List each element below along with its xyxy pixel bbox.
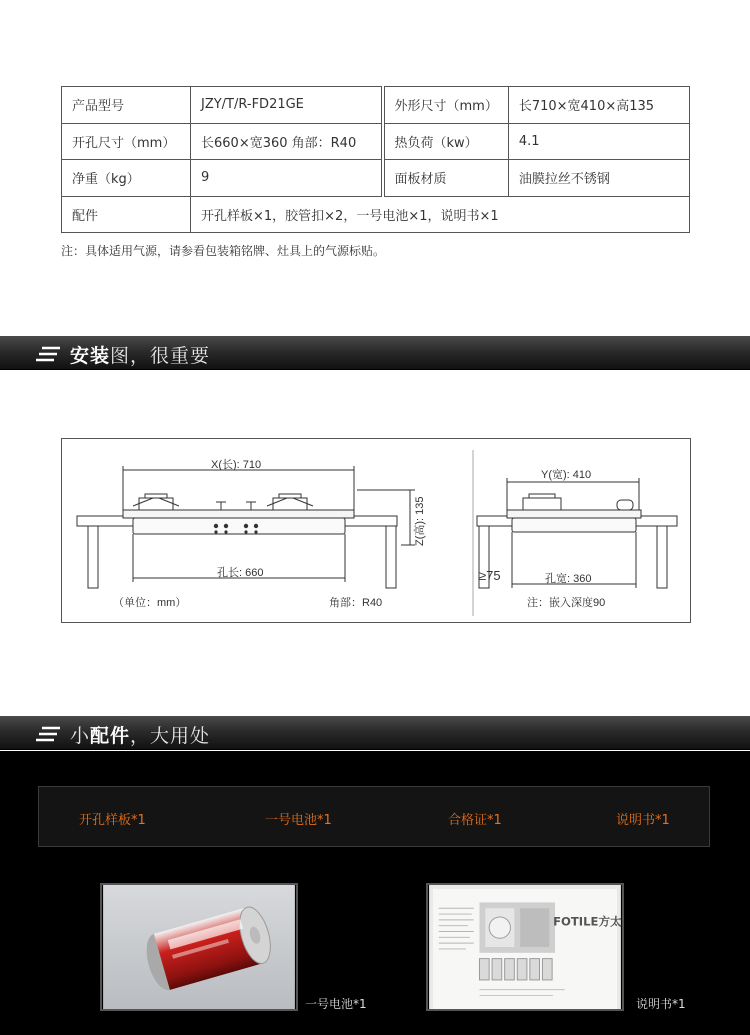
manual-image <box>428 885 622 1009</box>
accessory-item: 开孔样板*1 <box>79 813 146 828</box>
hole-width-label: 孔宽: 360 <box>545 573 592 585</box>
battery-caption: 一号电池*1 <box>305 997 367 1011</box>
x-length-label: X(长): 710 <box>211 459 262 471</box>
table-row <box>62 123 690 160</box>
spec-value: 油膜拉丝不锈钢 <box>508 160 689 197</box>
spec-value: 4.1 <box>508 123 689 160</box>
spec-value: JZY/T/R-FD21GE <box>191 87 383 124</box>
accessories-header <box>0 716 750 750</box>
spec-label: 开孔尺寸（mm） <box>62 123 191 160</box>
manual-photo <box>426 883 624 1011</box>
unit-label: （单位：mm） <box>113 597 187 609</box>
table-row <box>62 196 690 233</box>
install-diagram <box>61 438 691 623</box>
brand-logo: FOTILE方太 <box>553 914 622 929</box>
spec-value: 长710×宽410×高135 <box>508 87 689 124</box>
depth-note: 注：嵌入深度90 <box>527 597 606 609</box>
manual-caption: 说明书*1 <box>636 997 686 1011</box>
table-row <box>62 160 690 197</box>
accessories-title: 小配件，大用处 <box>70 725 211 747</box>
spec-label: 产品型号 <box>62 87 191 124</box>
spec-label: 外形尺寸（mm） <box>383 87 509 124</box>
accessory-item: 说明书*1 <box>616 813 670 828</box>
battery-photo <box>100 883 298 1011</box>
min-gap-label: ≥75 <box>479 568 501 583</box>
stripes-icon <box>34 346 64 362</box>
spec-value: 开孔样板×1，胶管扣×2，一号电池×1，说明书×1 <box>191 196 690 233</box>
spec-label: 净重（kg） <box>62 160 191 197</box>
accessory-item: 一号电池*1 <box>265 813 332 828</box>
y-width-label: Y(宽): 410 <box>541 469 592 481</box>
battery-image <box>102 885 296 1009</box>
spec-value: 长660×宽360 角部：R40 <box>191 123 383 160</box>
spec-label: 配件 <box>62 196 191 233</box>
table-row <box>62 87 690 124</box>
spec-table <box>61 86 690 233</box>
stripes-icon <box>34 726 64 742</box>
spec-value: 9 <box>191 160 383 197</box>
accessory-list <box>38 786 710 847</box>
corner-label: 角部：R40 <box>329 597 383 609</box>
spec-label: 面板材质 <box>383 160 509 197</box>
accessory-item: 合格证*1 <box>448 813 502 828</box>
install-header <box>0 336 750 370</box>
z-height-label: Z(高): 135 <box>414 496 426 546</box>
hole-length-label: 孔长: 660 <box>217 567 264 579</box>
spec-note: 注：具体适用气源，请参看包装箱铭牌、灶具上的气源标贴。 <box>61 244 386 258</box>
install-title: 安装图，很重要 <box>70 345 211 367</box>
spec-label: 热负荷（kw） <box>383 123 509 160</box>
